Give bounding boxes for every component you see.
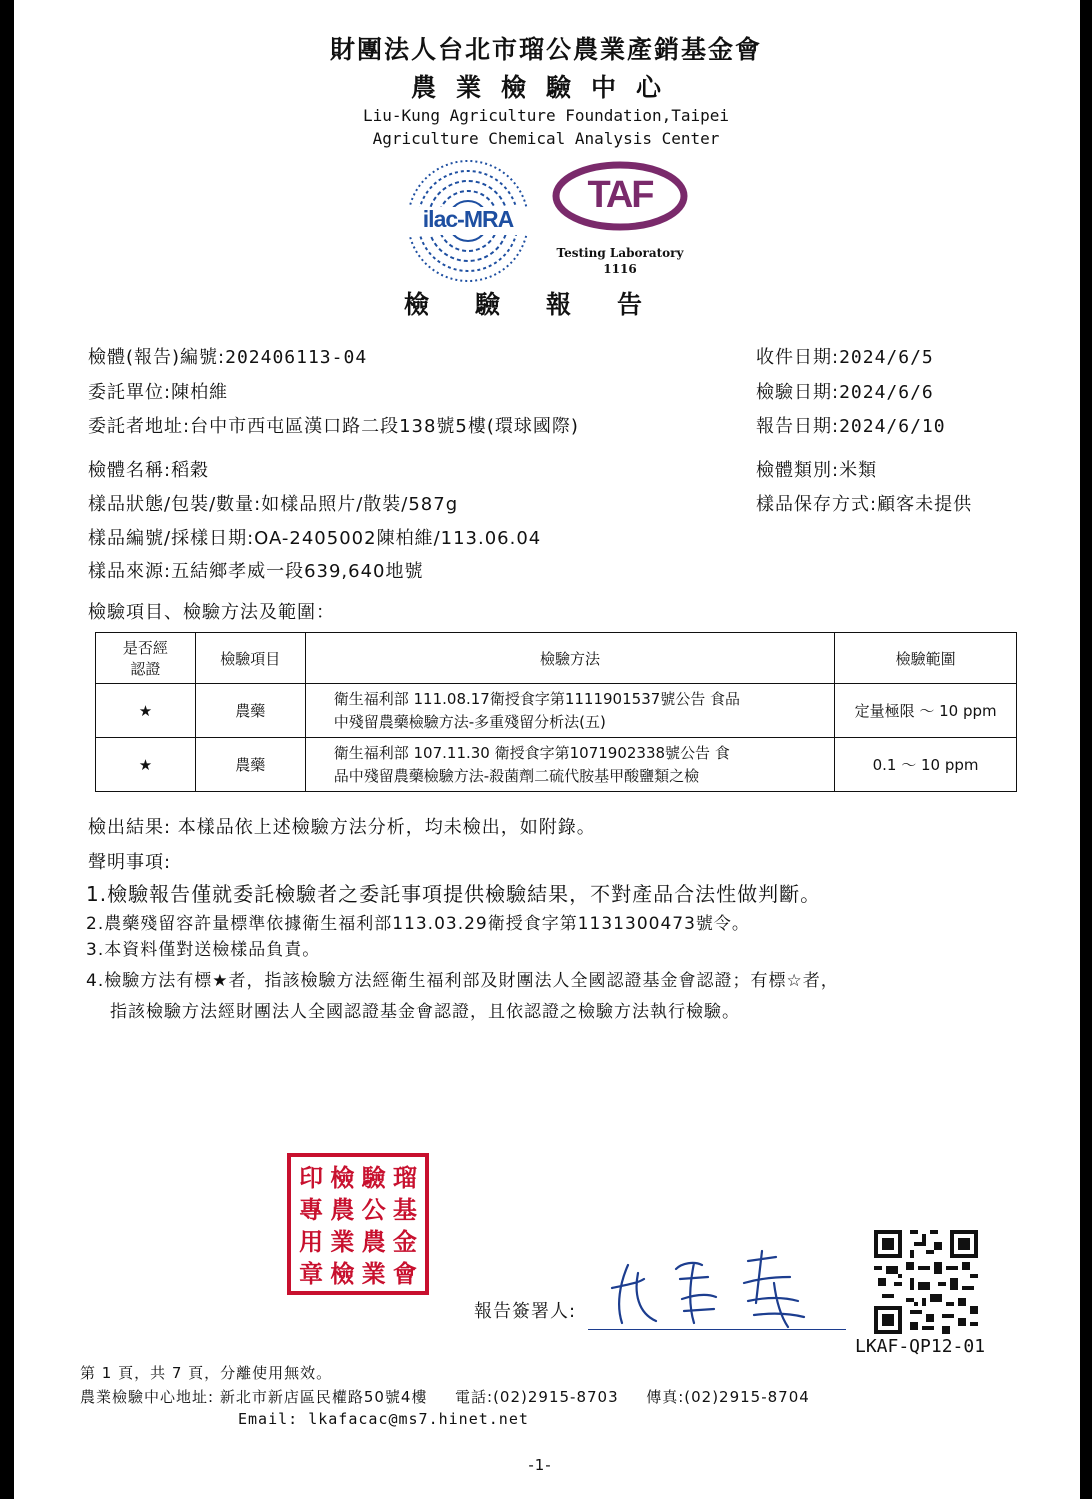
right-page-edge	[1080, 0, 1092, 1499]
declaration-item: 1.檢驗報告僅就委託檢驗者之委託事項提供檢驗結果，不對產品合法性做判斷。	[86, 882, 822, 906]
seal-char: 用	[299, 1227, 324, 1256]
seal-char: 專	[299, 1195, 324, 1224]
table-row	[96, 738, 1017, 792]
taf-logo	[552, 160, 688, 280]
field-label: 委託單位:	[88, 382, 172, 403]
sample-state-value: 如樣品照片/散裝/587g	[261, 494, 459, 515]
sample-category-row	[756, 456, 877, 482]
seal-char: 章	[299, 1259, 324, 1288]
field-label: 收件日期:	[756, 347, 840, 368]
page-number: -1-	[528, 1456, 552, 1474]
org-name-zh: 財團法人台北市瑠公農業產銷基金會	[329, 35, 762, 64]
sample-storage-row	[756, 490, 972, 516]
sample-storage-value: 顧客未提供	[877, 494, 973, 515]
declaration-item: 指該檢驗方法經財團法人全國認證基金會認證，且依認證之檢驗方法執行檢驗。	[110, 1002, 740, 1022]
field-label: 檢驗日期:	[756, 382, 840, 403]
sample-source-row	[88, 557, 424, 583]
signature-line	[588, 1329, 846, 1330]
sample-name-row	[88, 456, 209, 482]
received-date-row	[756, 343, 934, 369]
header-item: 檢驗項目	[195, 633, 305, 684]
report-number-value: 202406113-04	[225, 347, 368, 368]
doc-code: LKAF-QP12-01	[855, 1336, 986, 1357]
taf-number: 1116	[603, 262, 637, 276]
declaration-heading: 聲明事項:	[88, 852, 172, 873]
test-method	[305, 738, 834, 792]
client-value: 陳柏維	[171, 382, 229, 403]
footer-pages: 第 1 頁，共 7 頁，分離使用無效。	[80, 1364, 333, 1382]
declaration-item: 4.檢驗方法有標★者，指該檢驗方法經衛生福利部及財團法人全國認證基金會認證；有標☆者，	[86, 971, 839, 991]
table-row	[96, 684, 1017, 738]
header-certified-line1: 是否經	[122, 639, 168, 657]
taf-logo-text: TAF	[587, 174, 653, 216]
seal-char: 公	[361, 1195, 386, 1224]
method-line: 中殘留農藥檢驗方法-多重殘留分析法(五)	[333, 712, 606, 731]
test-result: 檢出結果: 本樣品依上述檢驗方法分析，均未檢出，如附錄。	[88, 817, 596, 838]
left-page-edge	[0, 0, 14, 1499]
seal-char: 驗	[361, 1163, 386, 1192]
method-line: 衛生福利部 107.11.30 衛授食字第1071902338號公告 食	[333, 743, 730, 762]
signatory-label: 報告簽署人:	[474, 1301, 577, 1322]
footer-fax: 傳真:(02)2915-8704	[646, 1388, 810, 1406]
received-date-value: 2024/6/5	[839, 347, 934, 368]
field-label: 檢體(報告)編號:	[88, 347, 226, 368]
client-address-row	[88, 412, 579, 438]
seal-char: 農	[361, 1227, 386, 1256]
test-range: 0.1 ～ 10 ppm	[835, 738, 1017, 792]
sample-source-value: 五結鄉孝威一段639,640地號	[171, 561, 424, 582]
table-header-row	[96, 633, 1017, 684]
header-method: 檢驗方法	[305, 633, 834, 684]
seal-char: 業	[330, 1227, 355, 1256]
seal-char: 金	[392, 1227, 417, 1256]
field-label: 樣品狀態/包裝/數量:	[88, 494, 262, 515]
field-label: 樣品保存方式:	[756, 494, 878, 515]
seal-char: 檢	[330, 1259, 355, 1288]
header-certified	[96, 633, 196, 684]
method-line: 衛生福利部 111.08.17衛授食字第1111901537號公告 食品	[333, 689, 741, 708]
test-method	[305, 684, 834, 738]
methods-table	[95, 632, 1017, 792]
method-line: 品中殘留農藥檢驗方法-殺菌劑二硫代胺基甲酸鹽類之檢	[333, 766, 700, 785]
sample-state-row	[88, 490, 458, 516]
field-label: 檢體類別:	[756, 460, 840, 481]
header-range: 檢驗範圍	[835, 633, 1017, 684]
ilac-mra-logo	[405, 158, 531, 284]
field-label: 報告日期:	[756, 416, 840, 437]
declaration-item: 2.農藥殘留容許量標準依據衛生福利部113.03.29衛授食字第1131300473號令。	[86, 914, 750, 934]
report-date-value: 2024/6/10	[839, 416, 946, 437]
declaration-item: 3.本資料僅對送檢樣品負責。	[86, 940, 321, 960]
client-address-value: 台中市西屯區漢口路二段138號5樓(環球國際)	[190, 416, 579, 437]
field-label: 樣品編號/採樣日期:	[88, 528, 255, 549]
sample-code-row	[88, 524, 541, 550]
report-number-row	[88, 343, 367, 369]
report-date-row	[756, 412, 946, 438]
sample-code-value: OA-2405002陳柏維/113.06.04	[254, 528, 542, 549]
org-name-en: Liu-Kung Agriculture Foundation,Taipei	[362, 106, 730, 125]
taf-caption: Testing Laboratory	[556, 246, 684, 260]
footer-address-row	[80, 1386, 810, 1407]
handwritten-signature	[598, 1243, 828, 1333]
center-name-zh: 農業檢驗中心	[410, 73, 681, 102]
certified-star-icon: ★	[96, 684, 196, 738]
qr-code-icon	[874, 1230, 978, 1334]
field-label: 檢體名稱:	[88, 460, 172, 481]
seal-char: 檢	[330, 1163, 355, 1192]
test-item: 農藥	[195, 684, 305, 738]
field-label: 委託者地址:	[88, 416, 191, 437]
field-label: 樣品來源:	[88, 561, 172, 582]
sample-name-value: 稻穀	[171, 460, 210, 481]
footer-email: Email: lkafacac@ms7.hinet.net	[238, 1410, 529, 1428]
test-item: 農藥	[195, 738, 305, 792]
ilac-logo-text: ilac-MRA	[422, 206, 514, 232]
center-name-en: Agriculture Chemical Analysis Center	[372, 129, 720, 148]
seal-char: 農	[330, 1195, 355, 1224]
footer-phone: 電話:(02)2915-8703	[455, 1388, 619, 1406]
seal-char: 業	[361, 1259, 386, 1288]
test-date-row	[756, 378, 934, 404]
methods-heading: 檢驗項目、檢驗方法及範圍：	[88, 602, 335, 623]
seal-char: 基	[392, 1195, 417, 1224]
client-row	[88, 378, 228, 404]
footer-address: 農業檢驗中心地址: 新北市新店區民權路50號4樓	[80, 1388, 428, 1406]
sample-category-value: 米類	[839, 460, 878, 481]
seal-char: 瑠	[392, 1163, 417, 1192]
certified-star-icon: ★	[96, 738, 196, 792]
test-range: 定量極限 ～ 10 ppm	[835, 684, 1017, 738]
header-certified-line2: 認證	[130, 660, 161, 678]
report-title: 檢驗報告	[403, 290, 688, 319]
seal-char: 會	[392, 1259, 417, 1288]
seal-char: 印	[299, 1163, 324, 1192]
official-seal-stamp	[287, 1153, 429, 1295]
test-date-value: 2024/6/6	[839, 382, 934, 403]
